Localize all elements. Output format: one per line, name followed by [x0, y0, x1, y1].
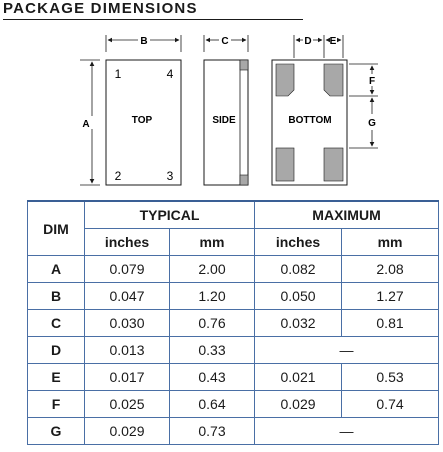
unit-header-max-mm: mm [342, 229, 439, 256]
maximum-column-header: MAXIMUM [255, 201, 439, 229]
maximum-mm-cell: 0.74 [342, 391, 439, 418]
pin-3-label: 3 [166, 169, 174, 183]
dim-cell: B [28, 283, 85, 310]
typical-mm-cell: 0.64 [170, 391, 255, 418]
dim-cell: F [28, 391, 85, 418]
side-terminal-bottom [240, 175, 248, 185]
top-view [80, 35, 181, 185]
table-row [28, 337, 439, 364]
dimension-a-marker: A [82, 119, 90, 130]
table-row [28, 364, 439, 391]
typical-inches-cell: 0.017 [85, 364, 170, 391]
dim-cell: C [28, 310, 85, 337]
bottom-pad-4 [324, 64, 343, 96]
dim-cell: D [28, 337, 85, 364]
typical-mm-cell: 1.20 [170, 283, 255, 310]
unit-header-typ-in: inches [85, 229, 170, 256]
typical-mm-cell: 2.00 [170, 256, 255, 283]
maximum-inches-cell: 0.050 [255, 283, 342, 310]
typical-mm-cell: 0.33 [170, 337, 255, 364]
section-heading: PACKAGE DIMENSIONS [3, 0, 198, 17]
maximum-mm-cell: 2.08 [342, 256, 439, 283]
typical-mm-cell: 0.73 [170, 418, 255, 445]
bottom-pad-2 [276, 148, 294, 181]
maximum-inches-cell: 0.032 [255, 310, 342, 337]
package-dimension-drawing [0, 22, 443, 198]
typical-column-header: TYPICAL [85, 201, 255, 229]
unit-header-typ-mm: mm [170, 229, 255, 256]
maximum-inches-cell: 0.021 [255, 364, 342, 391]
dim-cell: E [28, 364, 85, 391]
unit-header-max-in: inches [255, 229, 342, 256]
maximum-not-specified-cell: — [255, 418, 439, 445]
dimension-e-marker: E [329, 36, 337, 47]
bottom-pad-1 [276, 64, 294, 96]
typical-inches-cell: 0.025 [85, 391, 170, 418]
maximum-not-specified-cell: — [255, 337, 439, 364]
typical-inches-cell: 0.030 [85, 310, 170, 337]
dim-cell: G [28, 418, 85, 445]
dimension-c-marker: C [221, 36, 229, 47]
dim-cell: A [28, 256, 85, 283]
dimension-table [27, 200, 439, 445]
pin-2-label: 2 [114, 169, 122, 183]
table-row [28, 418, 439, 445]
side-terminal-top [240, 60, 248, 70]
typical-mm-cell: 0.43 [170, 364, 255, 391]
heading-underline [3, 19, 303, 20]
pin-4-label: 4 [166, 67, 174, 81]
side-view [204, 35, 248, 185]
side-view-label: SIDE [212, 115, 236, 126]
typical-inches-cell: 0.079 [85, 256, 170, 283]
table-row [28, 256, 439, 283]
maximum-mm-cell: 0.81 [342, 310, 439, 337]
table-header-row [28, 201, 439, 229]
dimension-b-marker: B [140, 36, 148, 47]
bottom-view [272, 35, 378, 185]
table-row [28, 310, 439, 337]
typical-mm-cell: 0.76 [170, 310, 255, 337]
typical-inches-cell: 0.047 [85, 283, 170, 310]
dimension-d-marker: D [304, 36, 312, 47]
maximum-mm-cell: 1.27 [342, 283, 439, 310]
dimension-g-marker: G [368, 118, 376, 129]
maximum-inches-cell: 0.082 [255, 256, 342, 283]
dimension-f-marker: F [368, 76, 376, 87]
typical-inches-cell: 0.029 [85, 418, 170, 445]
bottom-view-label: BOTTOM [288, 115, 332, 126]
table-row [28, 391, 439, 418]
dim-column-header: DIM [28, 201, 85, 256]
maximum-mm-cell: 0.53 [342, 364, 439, 391]
table-units-row [28, 229, 439, 256]
bottom-pad-3 [324, 148, 343, 181]
pin-1-label: 1 [114, 67, 122, 81]
typical-inches-cell: 0.013 [85, 337, 170, 364]
top-view-label: TOP [131, 115, 153, 126]
maximum-inches-cell: 0.029 [255, 391, 342, 418]
table-row [28, 283, 439, 310]
